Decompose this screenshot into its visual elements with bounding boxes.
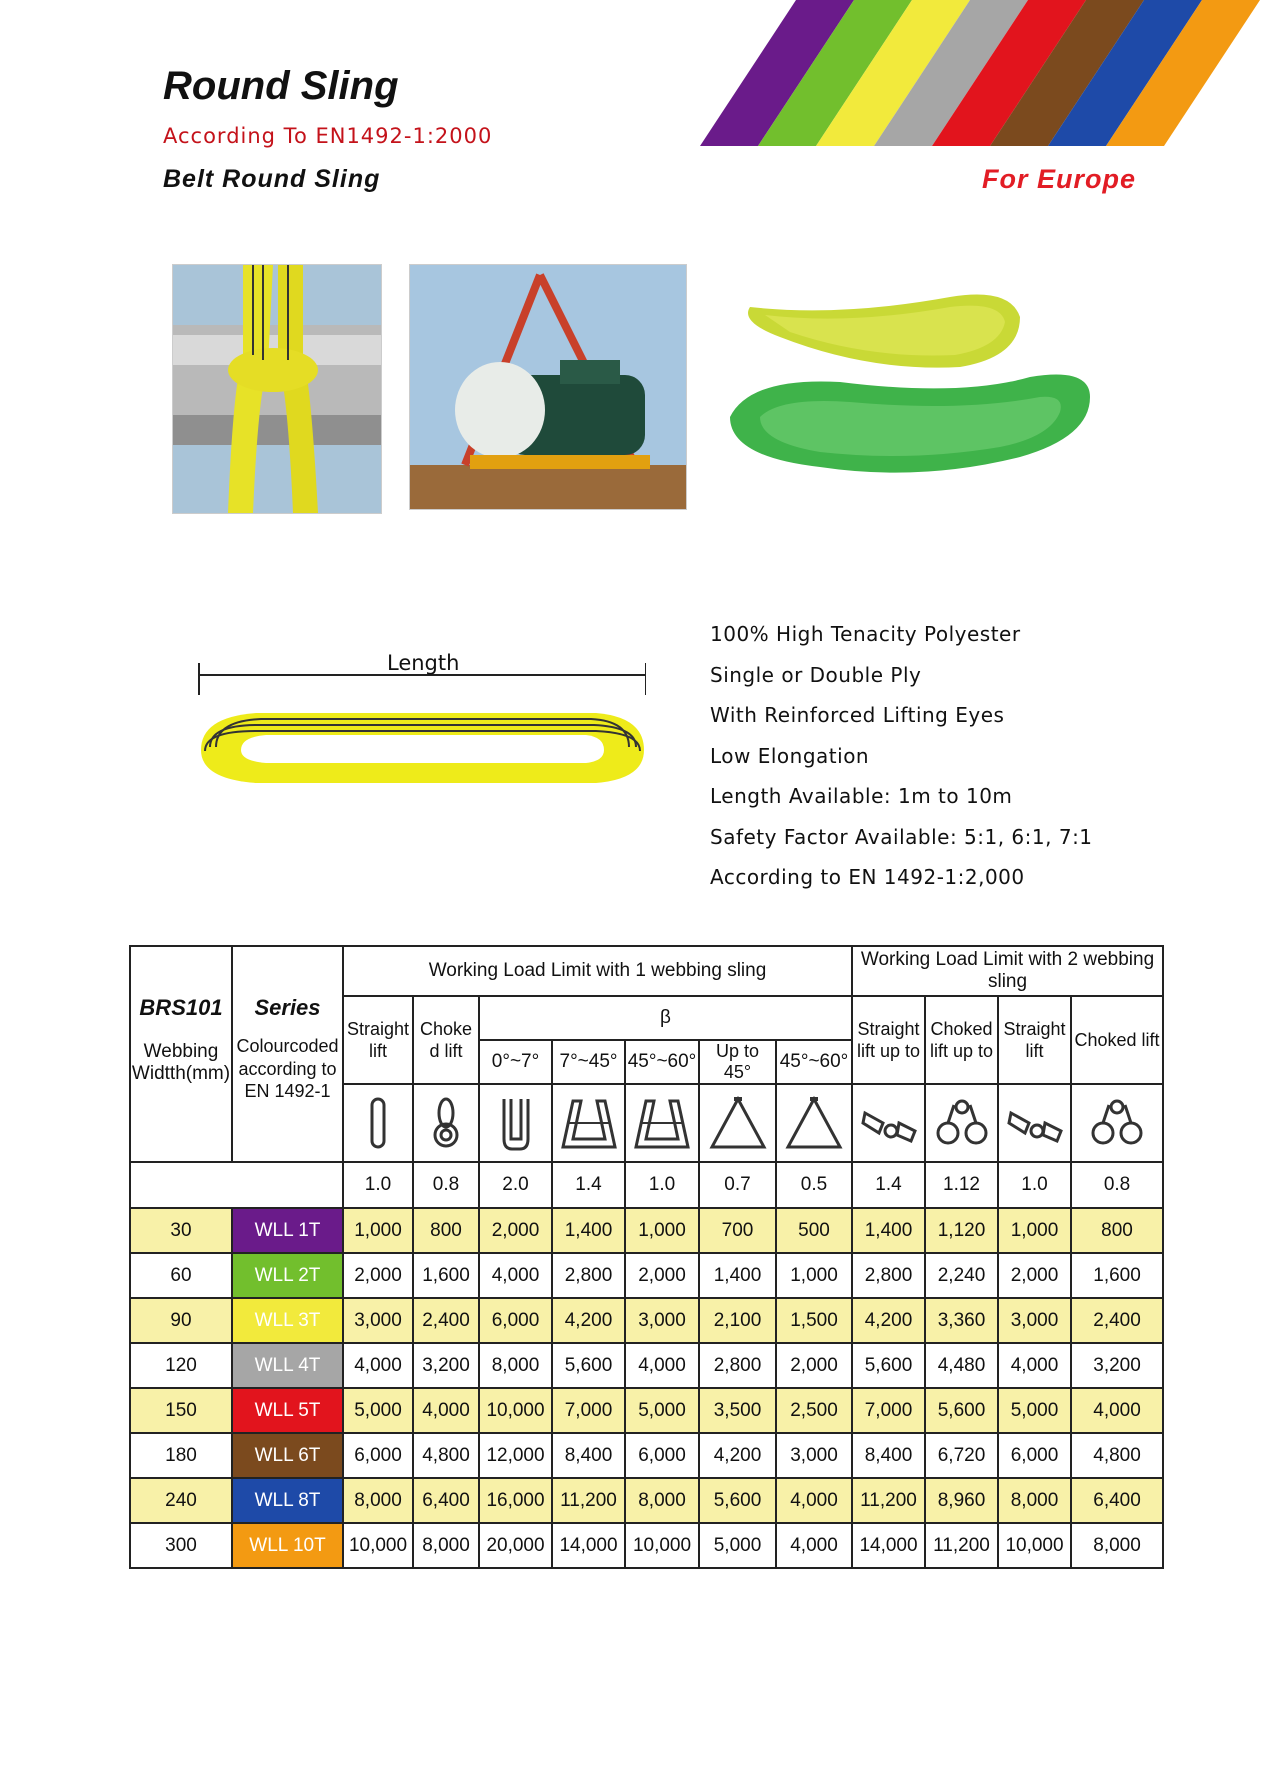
sling-length-diagram (196, 655, 646, 795)
load-value-cell: 2,000 (343, 1253, 413, 1298)
feature-item: 100% High Tenacity Polyester (710, 622, 1021, 646)
load-value-cell: 20,000 (479, 1523, 552, 1568)
load-value-cell: 1,600 (1071, 1253, 1163, 1298)
table-row (130, 1253, 1163, 1298)
load-value-cell: 1,000 (998, 1208, 1071, 1253)
load-value-cell: 2,000 (776, 1343, 852, 1388)
angle-header: Up to 45° (699, 1040, 776, 1084)
load-value-cell: 4,480 (925, 1343, 998, 1388)
load-value-cell: 10,000 (479, 1388, 552, 1433)
load-value-cell: 8,000 (998, 1478, 1071, 1523)
webbing-width-cell: 90 (130, 1298, 232, 1343)
load-value-cell: 8,000 (413, 1523, 479, 1568)
wll-colour-cell: WLL 8T (232, 1478, 343, 1523)
load-value-cell: 6,400 (413, 1478, 479, 1523)
color-stripes-banner (700, 0, 1276, 146)
load-value-cell: 3,200 (413, 1343, 479, 1388)
angle-header: 0°~7° (479, 1040, 552, 1084)
load-value-cell: 2,240 (925, 1253, 998, 1298)
load-value-cell: 800 (413, 1208, 479, 1253)
load-value-cell: 8,000 (479, 1343, 552, 1388)
load-value-cell: 10,000 (625, 1523, 699, 1568)
load-value-cell: 6,000 (998, 1433, 1071, 1478)
load-value-cell: 4,000 (776, 1478, 852, 1523)
load-value-cell: 500 (776, 1208, 852, 1253)
factor-cell: 0.7 (699, 1162, 776, 1208)
load-value-cell: 800 (1071, 1208, 1163, 1253)
width-header (130, 946, 232, 1162)
group2-header: Working Load Limit with 2 webbing sling (852, 946, 1163, 996)
load-value-cell: 4,000 (343, 1343, 413, 1388)
standard-subtitle: According To EN1492-1:2000 (163, 124, 493, 148)
load-value-cell: 4,200 (699, 1433, 776, 1478)
series-label: Series (254, 995, 321, 1020)
pipe-choke-photo (172, 264, 382, 514)
load-value-cell: 8,960 (925, 1478, 998, 1523)
load-value-cell: 6,400 (1071, 1478, 1163, 1523)
load-value-cell: 4,200 (552, 1298, 625, 1343)
load-value-cell: 11,200 (925, 1523, 998, 1568)
load-value-cell: 4,000 (479, 1253, 552, 1298)
load-value-cell: 5,600 (852, 1343, 925, 1388)
two-slings-straight-icon (998, 1084, 1071, 1162)
group1-header: Working Load Limit with 1 webbing sling (343, 946, 852, 996)
feature-item: Safety Factor Available: 5:1, 6:1, 7:1 (710, 824, 1093, 849)
table-row (130, 1523, 1163, 1568)
load-value-cell: 5,000 (699, 1523, 776, 1568)
factor-cell: 1.4 (552, 1162, 625, 1208)
load-value-cell: 3,000 (625, 1298, 699, 1343)
two-slings-straight-icon (859, 1093, 919, 1153)
load-value-cell: 4,800 (1071, 1433, 1163, 1478)
wll-colour-cell: WLL 4T (232, 1343, 343, 1388)
factor-cell: 0.8 (413, 1162, 479, 1208)
load-value-cell: 8,000 (343, 1478, 413, 1523)
wll-colour-cell: WLL 6T (232, 1433, 343, 1478)
table-row (130, 1208, 1163, 1253)
webbing-width-cell: 300 (130, 1523, 232, 1568)
angle-header: 7°~45° (552, 1040, 625, 1084)
load-value-cell: 2,500 (776, 1388, 852, 1433)
table-row (130, 1298, 1163, 1343)
basket-trapezoid-icon (625, 1084, 699, 1162)
basket-u-icon (479, 1084, 552, 1162)
table-row (130, 1388, 1163, 1433)
load-value-cell: 16,000 (479, 1478, 552, 1523)
webbing-width-cell: 240 (130, 1478, 232, 1523)
load-value-cell: 4,800 (413, 1433, 479, 1478)
load-value-cell: 2,100 (699, 1298, 776, 1343)
load-value-cell: 6,000 (479, 1298, 552, 1343)
load-value-cell: 8,400 (852, 1433, 925, 1478)
load-value-cell: 1,000 (343, 1208, 413, 1253)
load-value-cell: 2,000 (998, 1253, 1071, 1298)
load-value-cell: 8,400 (552, 1433, 625, 1478)
basket-u-icon (486, 1093, 546, 1153)
load-value-cell: 2,400 (413, 1298, 479, 1343)
factor-cell: 1.0 (625, 1162, 699, 1208)
load-value-cell: 3,360 (925, 1298, 998, 1343)
load-value-cell: 14,000 (852, 1523, 925, 1568)
angle-header: 45°~60° (625, 1040, 699, 1084)
load-value-cell: 4,000 (998, 1343, 1071, 1388)
factor-cell: 1.0 (998, 1162, 1071, 1208)
load-value-cell: 6,000 (625, 1433, 699, 1478)
two-slings-choked-icon (925, 1084, 998, 1162)
wll-colour-cell: WLL 1T (232, 1208, 343, 1253)
wll-colour-cell: WLL 2T (232, 1253, 343, 1298)
load-value-cell: 8,000 (625, 1478, 699, 1523)
load-value-cell: 5,000 (625, 1388, 699, 1433)
load-value-cell: 12,000 (479, 1433, 552, 1478)
load-value-cell: 5,600 (699, 1478, 776, 1523)
two-slings-straight-icon (852, 1084, 925, 1162)
colour-label: Colourcoded according to EN 1492-1 (236, 1036, 339, 1101)
load-value-cell: 1,500 (776, 1298, 852, 1343)
webbing-width-cell: 180 (130, 1433, 232, 1478)
factor-cell: 0.5 (776, 1162, 852, 1208)
load-value-cell: 5,000 (343, 1388, 413, 1433)
load-value-cell: 1,400 (852, 1208, 925, 1253)
load-value-cell: 1,000 (625, 1208, 699, 1253)
feature-item: Length Available: 1m to 10m (710, 784, 1013, 808)
load-value-cell: 2,800 (852, 1253, 925, 1298)
straight-lift-header: Straight lift (343, 996, 413, 1084)
two-slings-choked-icon (1087, 1093, 1147, 1153)
choked-loop-icon (413, 1084, 479, 1162)
choked-lift2-header: Choked lift (1071, 996, 1163, 1084)
product-subhead: Belt Round Sling (163, 165, 381, 193)
load-value-cell: 4,200 (852, 1298, 925, 1343)
factor-cell: 1.4 (852, 1162, 925, 1208)
two-slings-straight-icon (1005, 1093, 1065, 1153)
load-limit-table (129, 945, 1164, 1569)
table-row (130, 1343, 1163, 1388)
load-value-cell: 3,000 (343, 1298, 413, 1343)
feature-item: With Reinforced Lifting Eyes (710, 703, 1005, 727)
load-value-cell: 2,800 (552, 1253, 625, 1298)
load-value-cell: 11,200 (552, 1478, 625, 1523)
triangle-icon (784, 1093, 844, 1153)
round-slings-product-photo (720, 277, 1100, 507)
two-slings-choked-icon (932, 1093, 992, 1153)
load-value-cell: 7,000 (552, 1388, 625, 1433)
load-value-cell: 2,400 (1071, 1298, 1163, 1343)
region-label: For Europe (982, 164, 1137, 194)
factor-cell: 2.0 (479, 1162, 552, 1208)
straight-lift2-header: Straight lift (998, 996, 1071, 1084)
length-label: Length (387, 651, 460, 675)
basket-trapezoid-icon (552, 1084, 625, 1162)
straight-lift-up-header: Straight lift up to (852, 996, 925, 1084)
triangle-icon (699, 1084, 776, 1162)
feature-list (710, 614, 1093, 898)
wll-colour-cell: WLL 5T (232, 1388, 343, 1433)
feature-item: According to EN 1492-1:2,000 (710, 865, 1025, 889)
load-value-cell: 2,000 (479, 1208, 552, 1253)
load-value-cell: 4,000 (413, 1388, 479, 1433)
basket-trapezoid-icon (632, 1093, 692, 1153)
webbing-width-cell: 60 (130, 1253, 232, 1298)
load-value-cell: 2,000 (625, 1253, 699, 1298)
load-value-cell: 6,000 (343, 1433, 413, 1478)
load-value-cell: 2,800 (699, 1343, 776, 1388)
load-value-cell: 1,400 (699, 1253, 776, 1298)
webbing-width-cell: 120 (130, 1343, 232, 1388)
load-value-cell: 3,000 (998, 1298, 1071, 1343)
load-value-cell: 14,000 (552, 1523, 625, 1568)
factor-row (130, 1162, 1163, 1208)
choked-lift-up-header: Choked lift up to (925, 996, 998, 1084)
load-value-cell: 1,000 (776, 1253, 852, 1298)
load-value-cell: 5,600 (552, 1343, 625, 1388)
load-value-cell: 1,600 (413, 1253, 479, 1298)
load-value-cell: 3,500 (699, 1388, 776, 1433)
load-value-cell: 10,000 (343, 1523, 413, 1568)
load-value-cell: 11,200 (852, 1478, 925, 1523)
angle-header: 45°~60° (776, 1040, 852, 1084)
load-value-cell: 10,000 (998, 1523, 1071, 1568)
straight-loop-icon (348, 1093, 408, 1153)
load-value-cell: 4,000 (1071, 1388, 1163, 1433)
webbing-width-cell: 150 (130, 1388, 232, 1433)
series-header (232, 946, 343, 1162)
feature-item: Low Elongation (710, 743, 870, 768)
choked-loop-icon (416, 1093, 476, 1153)
straight-loop-icon (343, 1084, 413, 1162)
wll-colour-cell: WLL 3T (232, 1298, 343, 1343)
load-value-cell: 4,000 (625, 1343, 699, 1388)
basket-trapezoid-icon (559, 1093, 619, 1153)
load-value-cell: 6,720 (925, 1433, 998, 1478)
load-value-cell: 5,000 (998, 1388, 1071, 1433)
webbing-width-cell: 30 (130, 1208, 232, 1253)
model-code: BRS101 (139, 995, 223, 1020)
triangle-icon (708, 1093, 768, 1153)
two-slings-choked-icon (1071, 1084, 1163, 1162)
factor-cell: 0.8 (1071, 1162, 1163, 1208)
load-value-cell: 5,600 (925, 1388, 998, 1433)
motor-lifting-photo (409, 264, 687, 510)
choked-lift-header: Choke d lift (413, 996, 479, 1084)
feature-item: Single or Double Ply (710, 662, 922, 687)
width-label: Webbing Widtth(mm) (131, 1041, 231, 1084)
load-value-cell: 700 (699, 1208, 776, 1253)
page-title: Round Sling (163, 64, 399, 108)
load-value-cell: 3,000 (776, 1433, 852, 1478)
factor-cell: 1.12 (925, 1162, 998, 1208)
load-value-cell: 4,000 (776, 1523, 852, 1568)
load-value-cell: 1,120 (925, 1208, 998, 1253)
load-value-cell: 7,000 (852, 1388, 925, 1433)
load-value-cell: 1,400 (552, 1208, 625, 1253)
wll-colour-cell: WLL 10T (232, 1523, 343, 1568)
table-row (130, 1478, 1163, 1523)
load-value-cell: 8,000 (1071, 1523, 1163, 1568)
table-row (130, 1433, 1163, 1478)
load-value-cell: 3,200 (1071, 1343, 1163, 1388)
beta-header: β (479, 996, 852, 1040)
factor-cell: 1.0 (343, 1162, 413, 1208)
triangle-icon (776, 1084, 852, 1162)
